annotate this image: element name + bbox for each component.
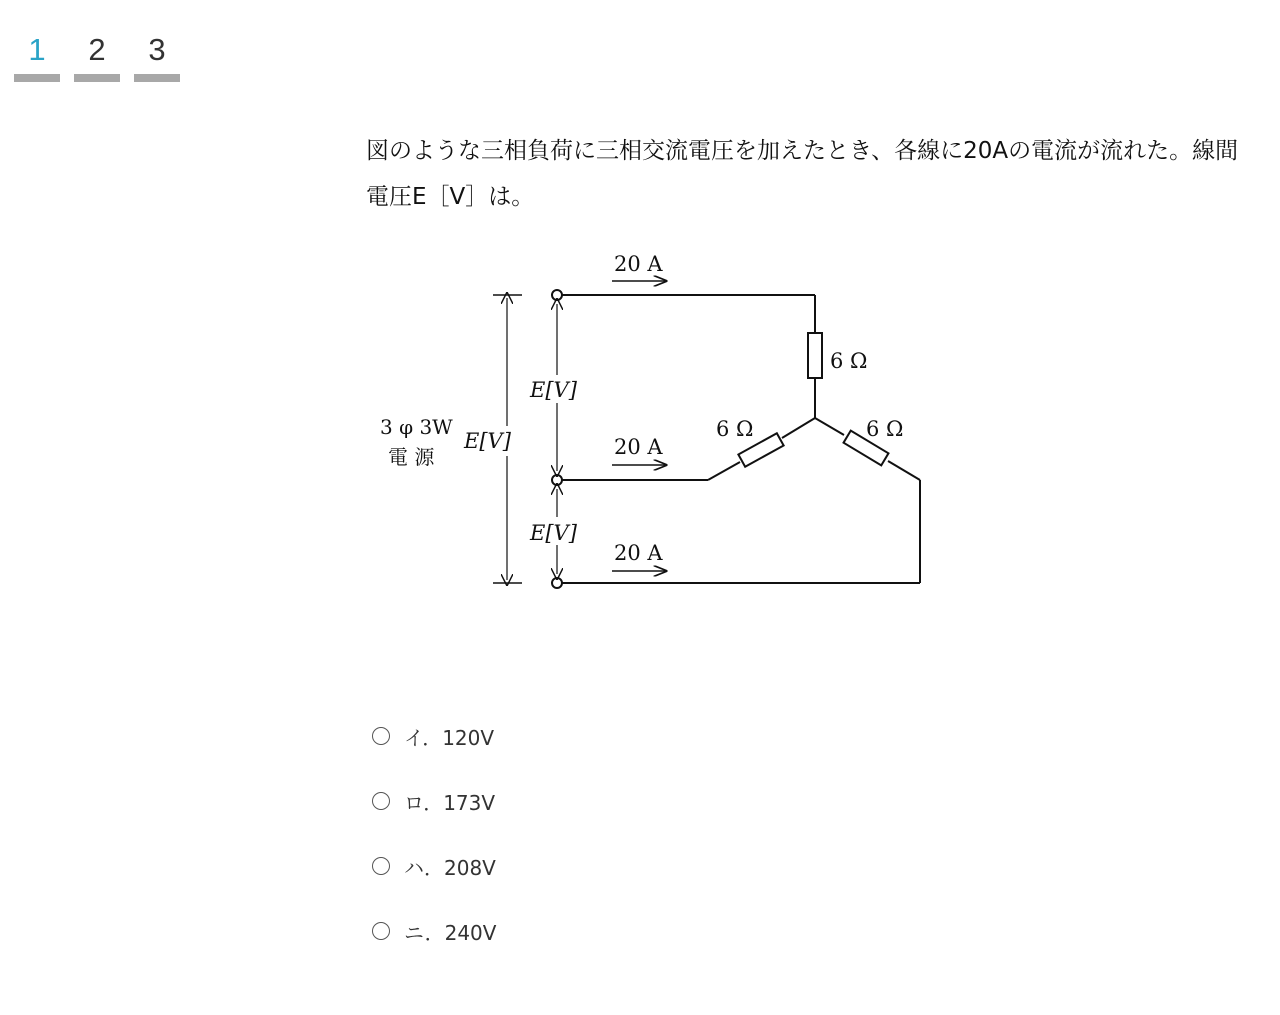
radio-button[interactable]	[372, 727, 390, 745]
resistor-top	[808, 333, 822, 378]
choice-label: ロ．173V	[404, 790, 496, 815]
question-text: 図のような三相負荷に三相交流電圧を加えたとき、各線に20Aの電流が流れた。線間電圧E［V］は。	[366, 138, 1239, 210]
pager-tab-bar	[134, 74, 180, 82]
circuit-diagram	[370, 240, 940, 600]
wire-right-diag-inner	[815, 418, 844, 435]
radio-button[interactable]	[372, 857, 390, 875]
voltage-label-lower: E[V]	[530, 521, 577, 545]
choice-i[interactable]	[372, 716, 496, 756]
circuit-diagram-svg	[370, 240, 940, 600]
choice-ro[interactable]	[372, 781, 496, 821]
radio-button[interactable]	[372, 792, 390, 810]
voltage-label-upper: E[V]	[530, 378, 577, 402]
pager-tab-label: 1	[28, 32, 46, 67]
source-label-line1: 3 φ 3W	[380, 415, 453, 439]
wire-left-diag-outer	[708, 462, 740, 480]
choice-ni[interactable]	[372, 911, 496, 951]
pager-tab-3[interactable]	[134, 30, 180, 82]
current-label-3: 20 A	[614, 541, 663, 565]
pager-tab-1[interactable]	[14, 30, 60, 82]
terminal-2	[552, 475, 562, 485]
terminal-3	[552, 578, 562, 588]
current-label-1: 20 A	[614, 252, 663, 276]
pager-tab-2[interactable]	[74, 30, 120, 82]
resistor-label-right: 6 Ω	[866, 417, 904, 441]
pager-tab-bar	[14, 74, 60, 82]
pager-tab-label: 2	[88, 32, 106, 67]
pager-tab-bar	[74, 74, 120, 82]
current-label-2: 20 A	[614, 435, 663, 459]
radio-button[interactable]	[372, 922, 390, 940]
choice-ha[interactable]	[372, 846, 496, 886]
terminal-1	[552, 290, 562, 300]
wire-left-diag-inner	[782, 418, 815, 438]
wire-right-diag-outer	[888, 461, 920, 480]
voltage-label-source: E[V]	[464, 429, 511, 453]
resistor-label-left: 6 Ω	[716, 417, 754, 441]
choice-label: イ．120V	[404, 725, 495, 750]
resistor-label-top: 6 Ω	[830, 349, 868, 373]
question-pager	[14, 30, 180, 82]
pager-tab-label: 3	[148, 32, 166, 67]
answer-choices	[372, 716, 496, 976]
choice-label: ニ．240V	[404, 920, 497, 945]
source-label-line2: 電 源	[388, 445, 435, 469]
choice-label: ハ．208V	[404, 855, 496, 880]
